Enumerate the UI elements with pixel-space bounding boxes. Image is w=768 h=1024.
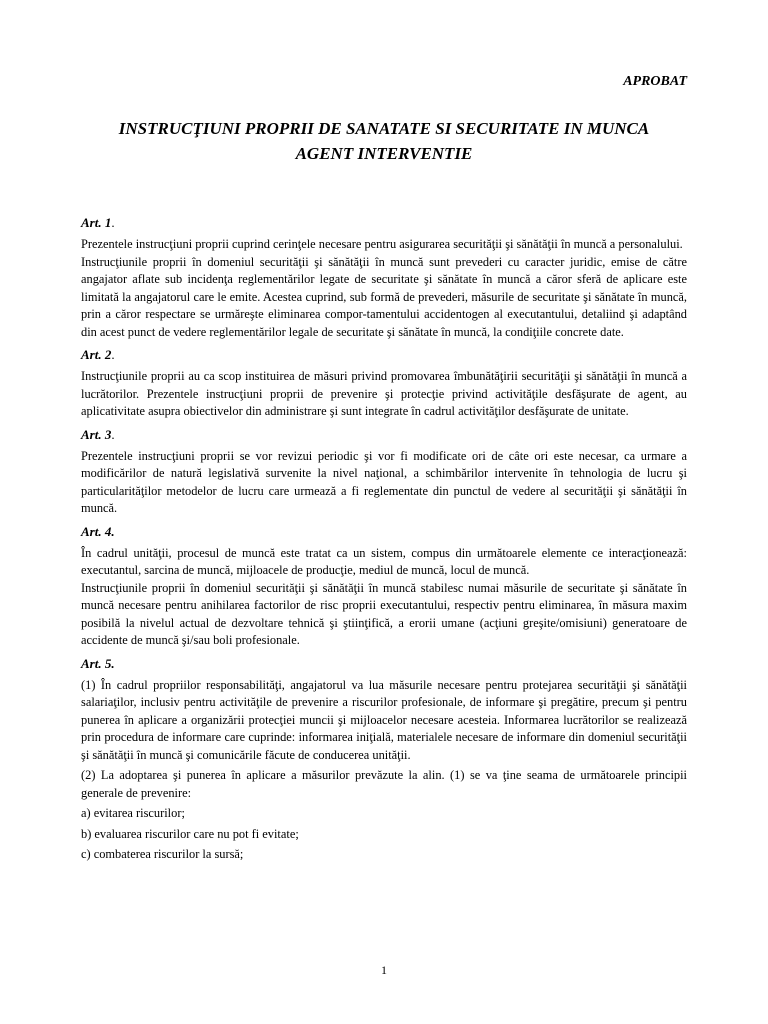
article-paragraph: Prezentele instrucţiuni proprii se vor revizui periodic şi vor fi modificate ori de câte ori este necesar, ca urmare a modificărilor de natură legislativă survenite la nivel naţional, a schimbărilor intervenite în tehnologia de lucru şi particularităţilor metodelor de lucru care urmează a fi reglementate din punctul de vedere al securităţii şi sănătăţii în muncă. [81,448,687,515]
article-2 [81,346,687,421]
article-5 [81,655,687,864]
document-body [81,214,687,865]
article-paragraph: (2) La adoptarea şi punerea în aplicare a măsurilor prevăzute la alin. (1) se va ţine seama de următoarele principii generale de prevenire: [81,768,687,800]
article-paragraph: Instrucţiunile proprii în domeniul securităţii şi sănătăţii în muncă sunt prevederi cu caracter juridic, emise de către angajator aflate sub incidenţa reglementărilor legate de securitate şi sănătate în muncă a căror sferă de aplicare este limitată la angajatorul care le emite. Acestea cuprind, sub formă de prevederi, măsurile de securitate şi sănătate în muncă, prin a căror respectare se urmăreşte eliminarea compor-tamentului accidentogen al executantului, detaliind şi adaptând din acest punct de vedere reglementărilor legale de securitate şi sănătate în muncă, la condiţiile concrete date. [81,254,687,339]
article-1 [81,214,687,341]
title-line-2: AGENT INTERVENTIE [295,144,473,163]
prevention-principles-list [81,805,687,864]
article-paragraph: Instrucţiunile proprii în domeniul securităţii şi sănătăţii în muncă stabilesc numai măsurile de securitate şi sănătate în muncă necesare pentru anihilarea factorilor de risc proprii executantului, respectiv pentru eliminarea, în măsura maxim posibilă la nivelul actual de dezvoltare tehnică şi ştiinţifică, a erorii umane (acţiuni greşite/omisiuni) generatoare de accidente de muncă şi/sau boli profesionale. [81,580,687,647]
title-line-1: INSTRUCŢIUNI PROPRII DE SANATATE SI SECURITATE IN MUNCA [118,119,650,138]
article-heading: Art. 3. [81,426,115,442]
approval-label: APROBAT [623,74,687,89]
article-heading: Art. 2. [81,347,115,362]
page-number: 1 [381,963,387,977]
list-item: b) evaluarea riscurilor care nu pot fi evitate; [81,826,299,841]
article-heading: Art. 5. [81,655,115,671]
article-heading: Art. 4. [81,523,115,539]
article-paragraph: Instrucţiunile proprii au ca scop instituirea de măsuri privind promovarea îmbunătăţirii securităţii şi sănătăţii în muncă a lucrătorilor. Prezentele instrucţiuni proprii de prevenire şi protecţie privind activităţile desfăşurate de agent, au aplicativitate asupra obiectivelor din administrare şi sunt integrate în cadrul activităţilor desfăşurate de unitate. [81,369,687,418]
article-paragraph: În cadrul unităţii, procesul de muncă este tratat ca un sistem, compus din următoarele elemente ce interacţionează: executantul, sarcina de muncă, mijloacele de producţie, mediul de muncă, locul de muncă. [81,545,687,577]
list-item: c) combaterea riscurilor la sursă; [81,847,244,861]
article-paragraph: (1) În cadrul propriilor responsabilităţi, angajatorul va lua măsurile necesare pentru protejarea securităţii şi sănătăţii salariaţilor, inclusiv pentru activităţile de prevenire a riscurilor profesionale, de informare şi pregătire, precum şi pentru punerea în aplicare a organizării protecţiei muncii şi mijloacelor necesare acesteia. Informarea lucrătorilor se realizează prin procedura de informare care cuprinde: informarea iniţială, materialele necesare de informare din domeniul securităţii şi sănătăţii în muncă şi comunicările făcute de conducerea unităţii. [81,677,687,762]
article-paragraph: Prezentele instrucţiuni proprii cuprind cerinţele necesare pentru asigurarea securităţii şi sănătăţii în muncă a personalului. [81,237,683,251]
list-item: a) evitarea riscurilor; [81,806,185,820]
article-4 [81,523,687,650]
article-3 [81,426,687,518]
article-heading: Art. 1. [81,215,115,230]
document-title [0,116,768,166]
